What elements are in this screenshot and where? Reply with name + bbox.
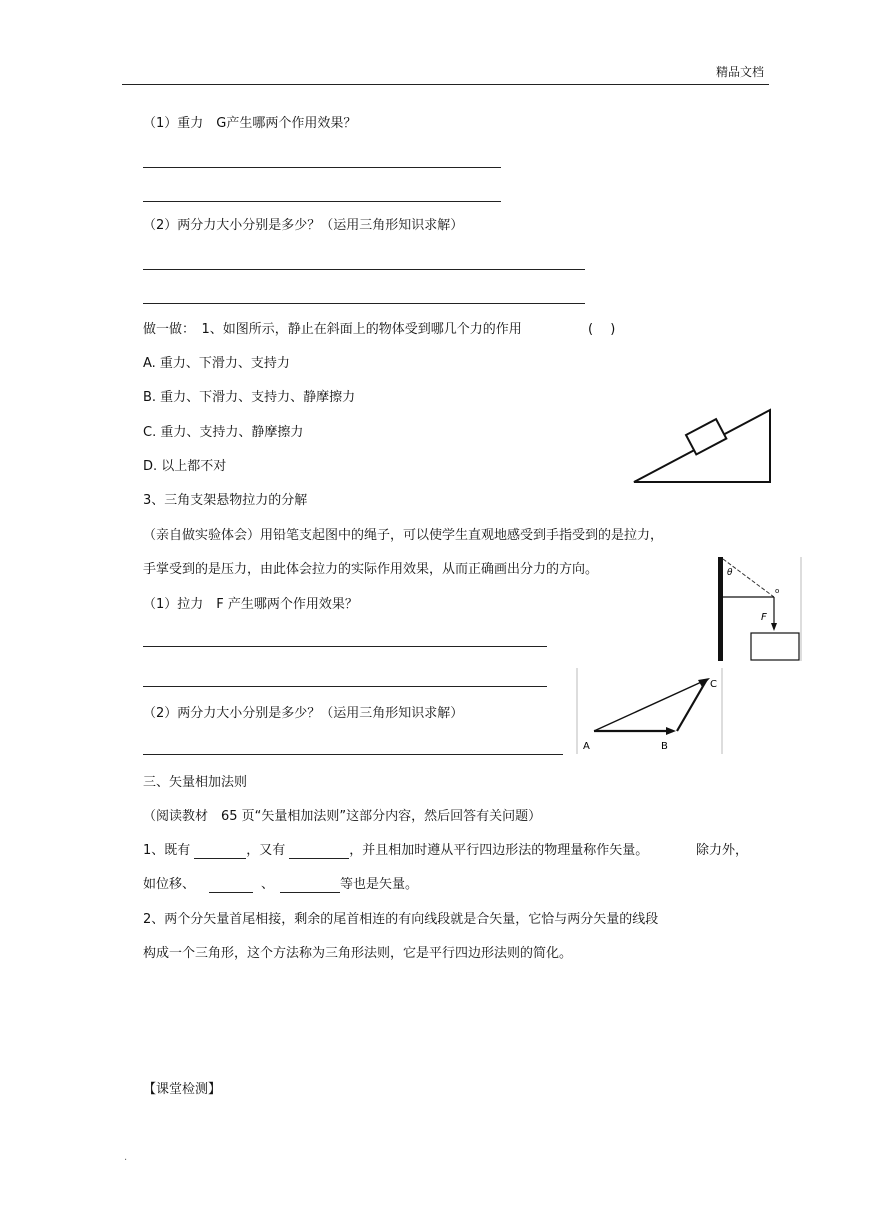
question-pull-effects: （1）拉力 F 产生哪两个作用效果？	[143, 597, 358, 612]
answer-line	[143, 303, 585, 304]
fill-in-line-2	[143, 877, 418, 893]
answer-parentheses: ( )	[588, 322, 616, 337]
question-gravity-effects: （1）重力 G产生哪两个作用效果？	[143, 116, 357, 131]
wall	[718, 557, 723, 661]
fill-text: 1、既有	[143, 843, 191, 858]
rope	[723, 559, 774, 597]
option-b: B. 重力、下滑力、支持力、静摩擦力	[143, 390, 356, 405]
blank-4	[280, 878, 340, 893]
answer-line	[143, 201, 501, 202]
force-arrowhead	[771, 623, 777, 631]
fill-text: ，并且相加时遵从平行四边形法的物理量称作矢量。	[349, 843, 649, 858]
triangle-rule-line2: 构成一个三角形，这个方法称为三角形法则，它是平行四边形法则的简化。	[143, 946, 573, 961]
header-label: 精品文档	[716, 65, 765, 79]
hanging-weight	[751, 633, 799, 660]
blank-1	[194, 844, 246, 859]
answer-line	[143, 167, 501, 168]
vector-section-title: 三、矢量相加法则	[143, 775, 248, 790]
answer-line	[143, 646, 547, 647]
force-label: F	[761, 612, 767, 623]
fill-in-line-1	[143, 843, 648, 859]
experiment-text-line1: （亲自做实验体会）用铅笔支起图中的绳子，可以使学生直观地感受到手指受到的是拉力，	[143, 528, 664, 543]
vertex-c-label: C	[710, 679, 717, 690]
header-rule	[122, 84, 769, 85]
section-3-title: 3、三角支架悬物拉力的分解	[143, 493, 308, 508]
vertex-b-label: B	[661, 741, 668, 752]
fill-in-line-1-tail: 除力外，	[696, 843, 749, 858]
fill-text: 如位移、	[143, 877, 196, 892]
question-pull-magnitudes: （2）两分力大小分别是多少？（运用三角形知识求解）	[143, 706, 464, 721]
reading-note: （阅读教材 65 页“矢量相加法则”这部分内容，然后回答有关问题）	[143, 809, 542, 824]
fill-text: 等也是矢量。	[340, 877, 419, 892]
option-c: C. 重力、支持力、静摩擦力	[143, 425, 304, 440]
vector-bc	[677, 681, 706, 731]
blank-3	[209, 878, 253, 893]
blank-2	[289, 844, 349, 859]
fill-text: ，又有	[246, 843, 286, 858]
question-gravity-magnitudes: （2）两分力大小分别是多少？（运用三角形知识求解）	[143, 218, 464, 233]
experiment-text-line2: 手掌受到的是压力，由此体会拉力的实际作用效果，从而正确画出分力的方向。	[143, 562, 599, 577]
vertex-a-label: A	[583, 741, 590, 752]
class-check-heading: 【课堂检测】	[143, 1082, 222, 1097]
incline-figure	[630, 405, 775, 487]
triangle-rule-line1: 2、两个分矢量首尾相接，剩余的尾首相连的有向线段就是合矢量，它恰与两分矢量的线段	[143, 912, 659, 927]
answer-line	[143, 754, 563, 755]
answer-line	[143, 686, 547, 687]
fill-text: 、	[261, 877, 275, 892]
footer-dot: .	[124, 1152, 128, 1163]
bracket-figure	[712, 555, 804, 665]
practice-question: 做一做： 1、如图所示，静止在斜面上的物体受到哪几个力的作用	[143, 322, 522, 337]
angle-label: θ	[727, 568, 733, 578]
option-d: D. 以上都不对	[143, 459, 227, 474]
option-a: A. 重力、下滑力、支持力	[143, 356, 290, 371]
point-label: o	[775, 587, 780, 595]
vector-triangle-figure	[574, 668, 726, 756]
arrowhead-ab	[666, 727, 676, 735]
answer-line	[143, 269, 585, 270]
block-on-incline	[686, 419, 726, 454]
